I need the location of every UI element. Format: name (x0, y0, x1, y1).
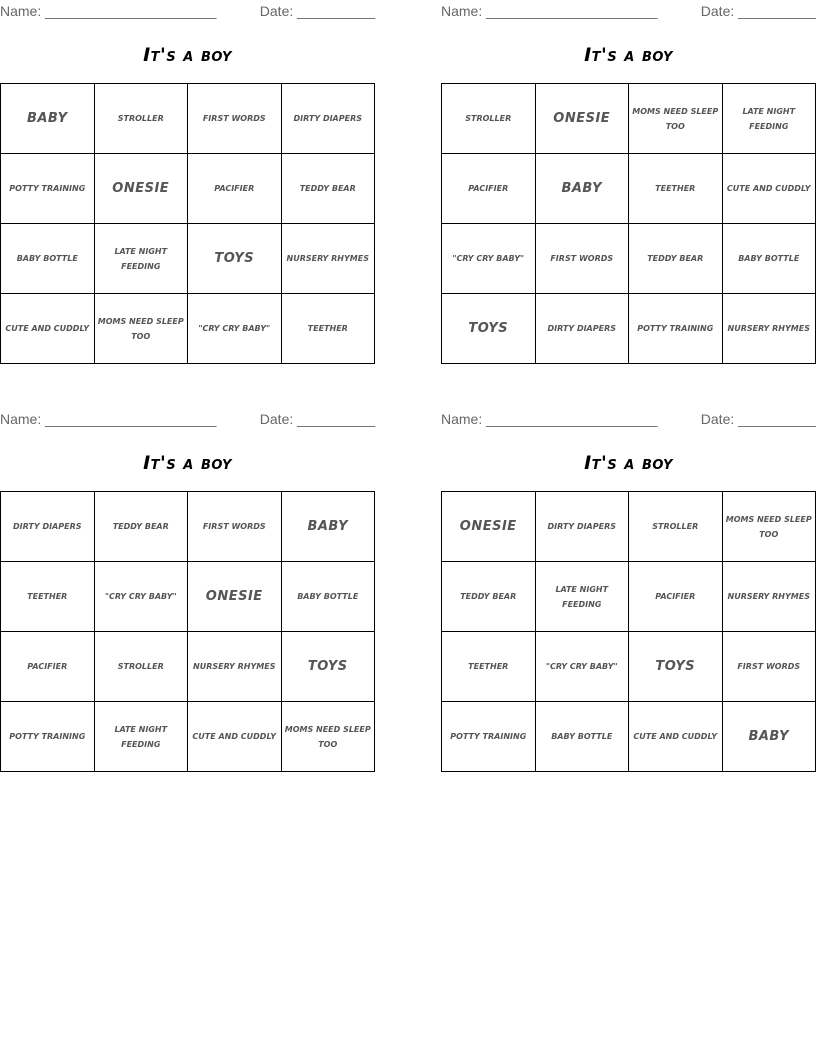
bingo-cell: NURSERY RHYMES (188, 632, 282, 702)
bingo-cell: TEETHER (629, 154, 723, 224)
name-field: Name: ______________________ (441, 3, 658, 19)
card-title: It's a boy (584, 452, 673, 474)
bingo-cell: POTTY TRAINING (1, 154, 95, 224)
card-title: It's a boy (143, 44, 232, 66)
bingo-cell: BABY BOTTLE (722, 224, 816, 294)
grid-row (1, 84, 375, 154)
bingo-cell: LATE NIGHT FEEDING (94, 224, 188, 294)
bingo-cell: TEETHER (281, 294, 375, 364)
bingo-cell: PACIFIER (442, 154, 536, 224)
grid-row (442, 492, 816, 562)
bingo-cell: CUTE AND CUDDLY (629, 702, 723, 772)
card-title: It's a boy (584, 44, 673, 66)
card-header (0, 0, 375, 22)
bingo-cell: ONESIE (94, 154, 188, 224)
bingo-cell: MOMS NEED SLEEP TOO (281, 702, 375, 772)
bingo-cell: MOMS NEED SLEEP TOO (722, 492, 816, 562)
grid-row (1, 562, 375, 632)
bingo-cell: TOYS (442, 294, 536, 364)
bingo-cell: NURSERY RHYMES (281, 224, 375, 294)
bingo-cell: FIRST WORDS (535, 224, 629, 294)
bingo-cell: DIRTY DIAPERS (535, 492, 629, 562)
bingo-cell: CUTE AND CUDDLY (1, 294, 95, 364)
card-title: It's a boy (143, 452, 232, 474)
bingo-cell: NURSERY RHYMES (722, 562, 816, 632)
bingo-cell: BABY BOTTLE (281, 562, 375, 632)
bingo-cell: DIRTY DIAPERS (1, 492, 95, 562)
bingo-cell: TEETHER (1, 562, 95, 632)
bingo-cell: "CRY CRY BABY" (442, 224, 536, 294)
date-field: Date: __________ (700, 411, 816, 427)
bingo-card (441, 0, 816, 336)
grid-row (442, 84, 816, 154)
bingo-cell: FIRST WORDS (722, 632, 816, 702)
bingo-grid (0, 491, 375, 772)
bingo-cell: STROLLER (94, 84, 188, 154)
grid-row (442, 224, 816, 294)
bingo-cell: LATE NIGHT FEEDING (535, 562, 629, 632)
bingo-cell: ONESIE (535, 84, 629, 154)
bingo-cell: DIRTY DIAPERS (281, 84, 375, 154)
bingo-card (0, 0, 375, 341)
bingo-cell: BABY (1, 84, 95, 154)
bingo-cell: CUTE AND CUDDLY (188, 702, 282, 772)
bingo-card (0, 408, 375, 749)
bingo-cell: FIRST WORDS (188, 84, 282, 154)
bingo-cell: CUTE AND CUDDLY (722, 154, 816, 224)
grid-row (442, 702, 816, 772)
card-header (441, 408, 816, 430)
bingo-cell: BABY (535, 154, 629, 224)
name-field: Name: ______________________ (441, 411, 658, 427)
bingo-cell: POTTY TRAINING (1, 702, 95, 772)
bingo-card (441, 408, 816, 744)
bingo-cell: BABY BOTTLE (535, 702, 629, 772)
bingo-cell: STROLLER (442, 84, 536, 154)
bingo-grid (0, 83, 375, 364)
bingo-cell: TEDDY BEAR (281, 154, 375, 224)
grid-row (442, 632, 816, 702)
card-header (441, 0, 816, 22)
date-field: Date: __________ (259, 411, 375, 427)
bingo-cell: TOYS (281, 632, 375, 702)
bingo-cell: POTTY TRAINING (629, 294, 723, 364)
grid-row (1, 154, 375, 224)
grid-row (1, 224, 375, 294)
bingo-cell: BABY (281, 492, 375, 562)
bingo-cell: TEDDY BEAR (629, 224, 723, 294)
bingo-cell: PACIFIER (188, 154, 282, 224)
name-field: Name: ______________________ (0, 3, 217, 19)
bingo-cell: LATE NIGHT FEEDING (94, 702, 188, 772)
bingo-cell: "CRY CRY BABY" (535, 632, 629, 702)
bingo-cell: TOYS (188, 224, 282, 294)
grid-row (1, 294, 375, 364)
bingo-grid (441, 83, 816, 364)
bingo-cell: TEETHER (442, 632, 536, 702)
bingo-cell: DIRTY DIAPERS (535, 294, 629, 364)
card-header (0, 408, 375, 430)
bingo-cell: ONESIE (188, 562, 282, 632)
bingo-cell: BABY (722, 702, 816, 772)
bingo-cell: "CRY CRY BABY" (188, 294, 282, 364)
bingo-cell: BABY BOTTLE (1, 224, 95, 294)
date-field: Date: __________ (259, 3, 375, 19)
bingo-cell: PACIFIER (1, 632, 95, 702)
bingo-cell: MOMS NEED SLEEP TOO (94, 294, 188, 364)
bingo-cell: ONESIE (442, 492, 536, 562)
bingo-cell: NURSERY RHYMES (722, 294, 816, 364)
grid-row (442, 154, 816, 224)
bingo-cell: TEDDY BEAR (442, 562, 536, 632)
bingo-cell: STROLLER (94, 632, 188, 702)
bingo-cell: POTTY TRAINING (442, 702, 536, 772)
bingo-cell: TOYS (629, 632, 723, 702)
date-field: Date: __________ (700, 3, 816, 19)
bingo-cell: STROLLER (629, 492, 723, 562)
grid-row (1, 492, 375, 562)
grid-row (1, 632, 375, 702)
bingo-cell: MOMS NEED SLEEP TOO (629, 84, 723, 154)
bingo-cell: "CRY CRY BABY" (94, 562, 188, 632)
grid-row (442, 294, 816, 364)
bingo-grid (441, 491, 816, 772)
grid-row (1, 702, 375, 772)
name-field: Name: ______________________ (0, 411, 217, 427)
bingo-cell: PACIFIER (629, 562, 723, 632)
grid-row (442, 562, 816, 632)
bingo-cell: FIRST WORDS (188, 492, 282, 562)
bingo-cell: TEDDY BEAR (94, 492, 188, 562)
bingo-cell: LATE NIGHT FEEDING (722, 84, 816, 154)
